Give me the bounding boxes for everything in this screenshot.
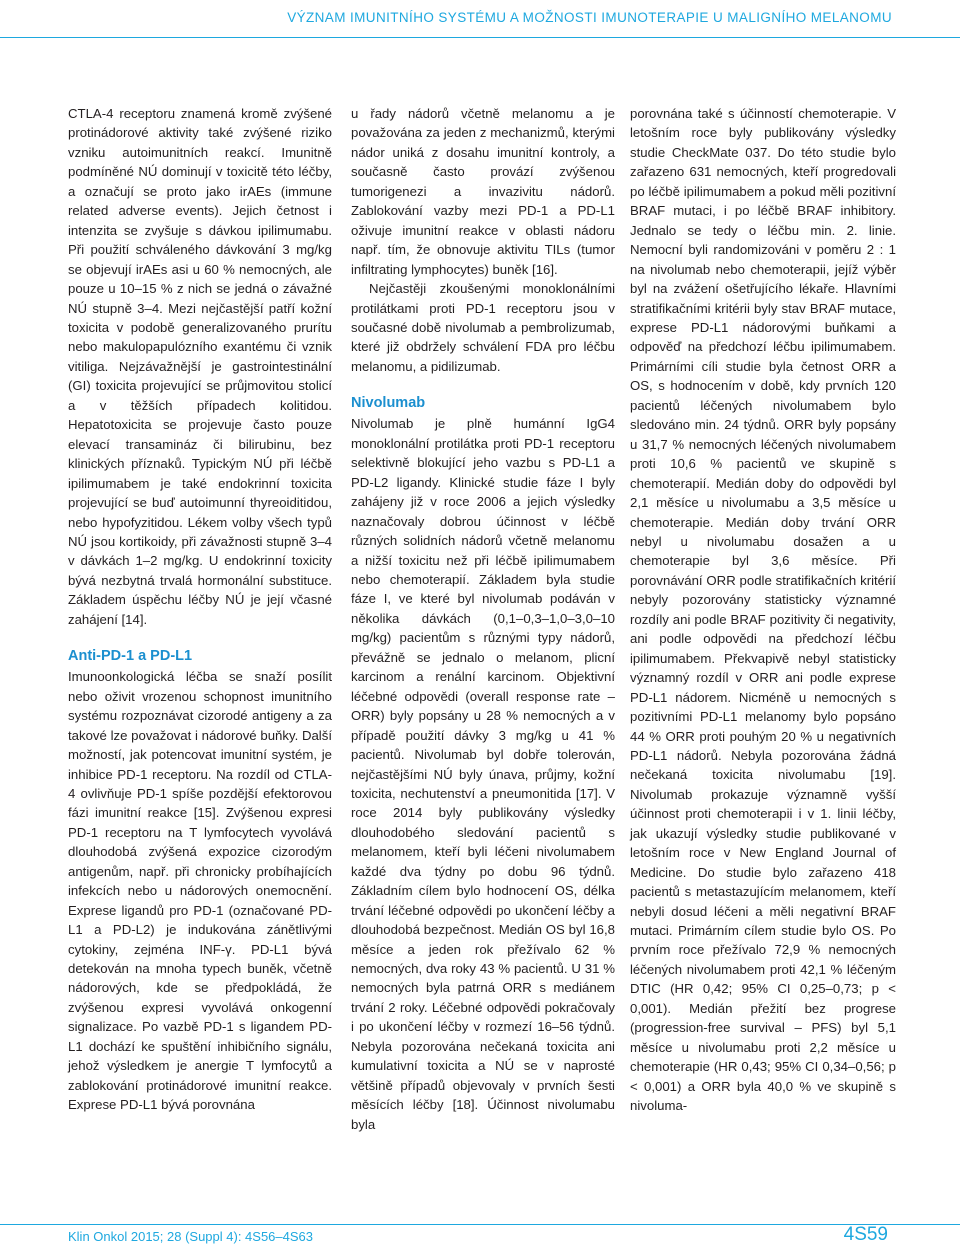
paragraph: CTLA-4 receptoru znamená kromě zvýšené protinádorové aktivity také zvýšené riziko vzniku autoimunitních reakcí. Imunitně podmíněné NÚ dominují v toxicitě této léčby, a označují se proto jako irAEs (immune related adverse events). Jejich četnost i intenzita se zvyšuje s dávkou ipilimumabu. Při použití schváleného dávkování 3 mg/kg se objevují irAEs asi u 60 % nemocných, ale pouze u 10–15 % z nich se jedná o závažné NÚ stupně 3–4. Mezi nejčastější patří kožní toxicita v podobě generalizovaného prurítu nebo makulopapulózního exantému či vznik vitiliga. Nejzávažnější je gastrointestinální (GI) toxicita projevující se průjmovitou stolicí a v těžších případech kolitidou. Hepatotoxicita se projevuje často pouze elevací transamináz či bilirubinu, bez klinických příznaků. Typickým NÚ při léčbě ipilimumabem je také endokrinní toxicita projevující se buď autoimunní thyreoiditidou, nebo hypofyzitidou. Lékem volby všech typů NÚ jsou kortikoidy, při závažnosti stupně 3–4 v dávkách 1–2 mg/kg. U endokrinní toxicity bývá nezbytná trvalá hormonální substituce. Základem úspěchu léčby NÚ je její včasné zahájení [14]. [68,106,332,627]
paragraph: Imunoonkologická léčba se snaží posílit nebo oživit vrozenou schopnost imunitního systému rozpoznávat cizorodé antigeny a za takové lze považovat i nádorové buňky. Další možností, jak potencovat imunitní systém, je inhibice PD-1 receptoru. Na rozdíl od CTLA-4 ovlivňuje PD-1 spíše pozdější efektorovou fázi imunitní reakce [15]. Zvýšenou expresi PD-1 receptoru na T lymfocytech vyvolává dlouhodobá zvýšená expozice cizorodým antigenům, např. při chronicky probíhajících infekcích nebo u nádorových onemocnění. Exprese ligandů pro PD-1 (označované PD-L1 a PD-L2) je indukována zánětlivými cytokiny, zejména INF-γ. PD-L1 bývá detekován na mnoha typech buněk, včetně nádorových, kde se předpokládá, že zvýšenou expresi vyvolává onkogenní signalizace. Po vazbě PD-1 s ligandem PD-L1 dochází ke spuštění inhibičního signálu, jehož výsledkem je anergie T lymfocytů a zablokování protinádorové imunitní reakce. Exprese PD-L1 bývá porovnána [68,669,332,1113]
text-column-1 [68,104,332,1187]
paragraph: porovnána také s účinností chemoterapie. V letošním roce byly publikovány výsledky studie CheckMate 037. Do této studie bylo zařazeno 631 nemocných, kteří progredovali po léčbě ipilimumabem a pokud měli pozitivní BRAF mutaci, i po léčbě BRAF inhibitory. Jednalo se tedy o léčbu min. 2. linie. Nemocní byli randomizováni v poměru 2 : 1 na nivolumab nebo chemoterapii, jejíž výběr byl na zvážení ošetřujícího lékaře. Hlavními stratifikačními kritérii byly stav BRAF mutace, exprese PD-L1 nádorovými buňkami a odpověď na předchozí léčbu ipilimumabem. Primárními cíli studie byla četnost ORR a OS, s hodnocením v době, kdy prvních 120 pacientů léčených nivolumabem bylo sledováno min. 24 týdnů. ORR byly popsány u 31,7 % nemocných léčených nivolumabem proti 10,6 % pacientů ve skupině s chemoterapií. Medián doby do odpovědi byl 2,1 měsíce u nivolumabu a 3,5 měsíce u chemoterapie. Medián doby trvání ORR nebyl u nivolumabu dosažen a u chemoterapie byl 3,6 měsíce. Při porovnávání ORR podle stratifikačních kritérií nebyly pozorovány statisticky významné rozdíly ani podle BRAF pozitivity či negativity, ani podle odpovědi na předchozí léčbu ipilimumabem. Překvapivě nebyl statisticky významný rozdíl v ORR ani podle exprese PD-L1 nádorem. Nicméně u nemocných s pozitivními PD-L1 melanomy bylo popsáno 44 % ORR proti pouhým 20 % u negativních PD-L1 nádorů. Nebyla pozorována žádná nečekaná toxicita nivolumabu [19]. Nivolumab prokazuje významně vyšší účinnost proti chemoterapii i v 1. linii léčby, jak ukazují výsledky studie publikované v letošním roce v New England Journal of Medicine. Do studie bylo zařazeno 418 pacientů s metastazujícím melanomem, kteří nebyli dosud léčeni a měli negativní BRAF mutaci. Primárním cílem studie bylo OS. Po prvním roce přežívalo 72,9 % nemocných léčených nivolumabem proti 42,1 % léčeným DTIC (HR 0,42; 95% CI 0,25–0,73; p < 0,001). Medián přežití bez progrese (progression-free survival – PFS) byl 5,1 měsíce u nivolumabu proti 2,2 měsíce u chemoterapie (HR 0,43; 95% CI 0,34–0,56; p < 0,001) a ORR byla 40,0 % ve skupině s nivoluma- [630,106,896,1114]
paragraph: u řady nádorů včetně melanomu a je považována za jeden z mechanizmů, kterými nádor uniká z dosahu imunitní kontroly, a současně často provází zvýšenou tumorigenezi a invazivitu nádorů. Zablokování vazby mezi PD-1 a PD-L1 oživuje imunitní reakce v oblasti nádoru např. tím, že obnovuje aktivitu TILs (tumor infiltrating lymphocytes) buněk [16]. [351,106,615,277]
text-column-2 [351,104,615,1187]
section-heading-anti-pd1: Anti-PD-1 a PD-L1 [68,648,193,665]
journal-citation: Klin Onkol 2015; 28 (Suppl 4): 4S56–4S63 [68,1229,314,1244]
paragraph: Nejčastěji zkoušenými monoklonálními protilátkami proti PD-1 receptoru jsou v současné době nivolumab a pembrolizumab, které již obdržely schválení FDA pro léčbu melanomu, a pidilizumab. [351,281,615,374]
header-divider [0,37,960,38]
page-number: 4S59 [843,1224,888,1245]
section-heading-nivolumab: Nivolumab [351,395,426,412]
paragraph: Nivolumab je plně humánní IgG4 monoklonální protilátka proti PD-1 receptoru selektivně blokující jeho vazbu s PD-L1 a PD-L2 ligandy. Klinické studie fáze I byly zahájeny již v roce 2006 a jejich výsledky naznačovaly dobrou účinnost v léčbě různých solidních nádorů včetně melanomu a nižší toxicitu než při léčbě ipilimumabem nebo chemoterapií. Základem byla studie fáze I, ve které byl nivolumab podáván v několika dávkách (0,1–0,3–1,0–3,0–10 mg/kg) pacientům s různými typy nádorů, převážně se jednalo o melanom, plicní karcinom a renální karcinom. Objektivní léčebné odpovědi (overall response rate – ORR) byly popsány u 28 % nemocných a v případě použití dávky 3 mg/kg u 41 % pacientů. Nivolumab byl dobře tolerován, nejčastějšími NÚ byly únava, průjmy, kožní toxicita, nechutenství a pneumonitida [17]. V roce 2014 byly publikovány výsledky dlouhodobého sledování pacientů s melanomem, kteří byli léčeni nivolumabem každé dva týdny po dobu 96 týdnů. Základním cílem bylo hodnocení OS, délka trvání léčebné odpovědi po ukončení léčby a dlouhodobá bezpečnost. Medián OS byl 16,8 měsíce a jeden rok přežívalo 62 % nemocných, dva roky 43 % pacientů. U 31 % nemocných byla patrná ORR s mediánem trvání 2 roky. Léčebné odpovědi pokračovaly i po ukončení léčby v rozmezí 16–56 týdnů. Nebyla pozorována nečekaná toxicita ani kumulativní toxicita a NÚ se v naprosté většině případů objevovaly v prvních šesti měsících léčby [18]. Účinnost nivolumabu byla [351,416,615,1132]
running-title: VÝZNAM IMUNITNÍHO SYSTÉMU A MOŽNOSTI IMUNOTERAPIE U MALIGNÍHO MELANOMU [287,10,892,25]
text-column-3 [630,104,896,1187]
footer-divider [0,1224,960,1225]
